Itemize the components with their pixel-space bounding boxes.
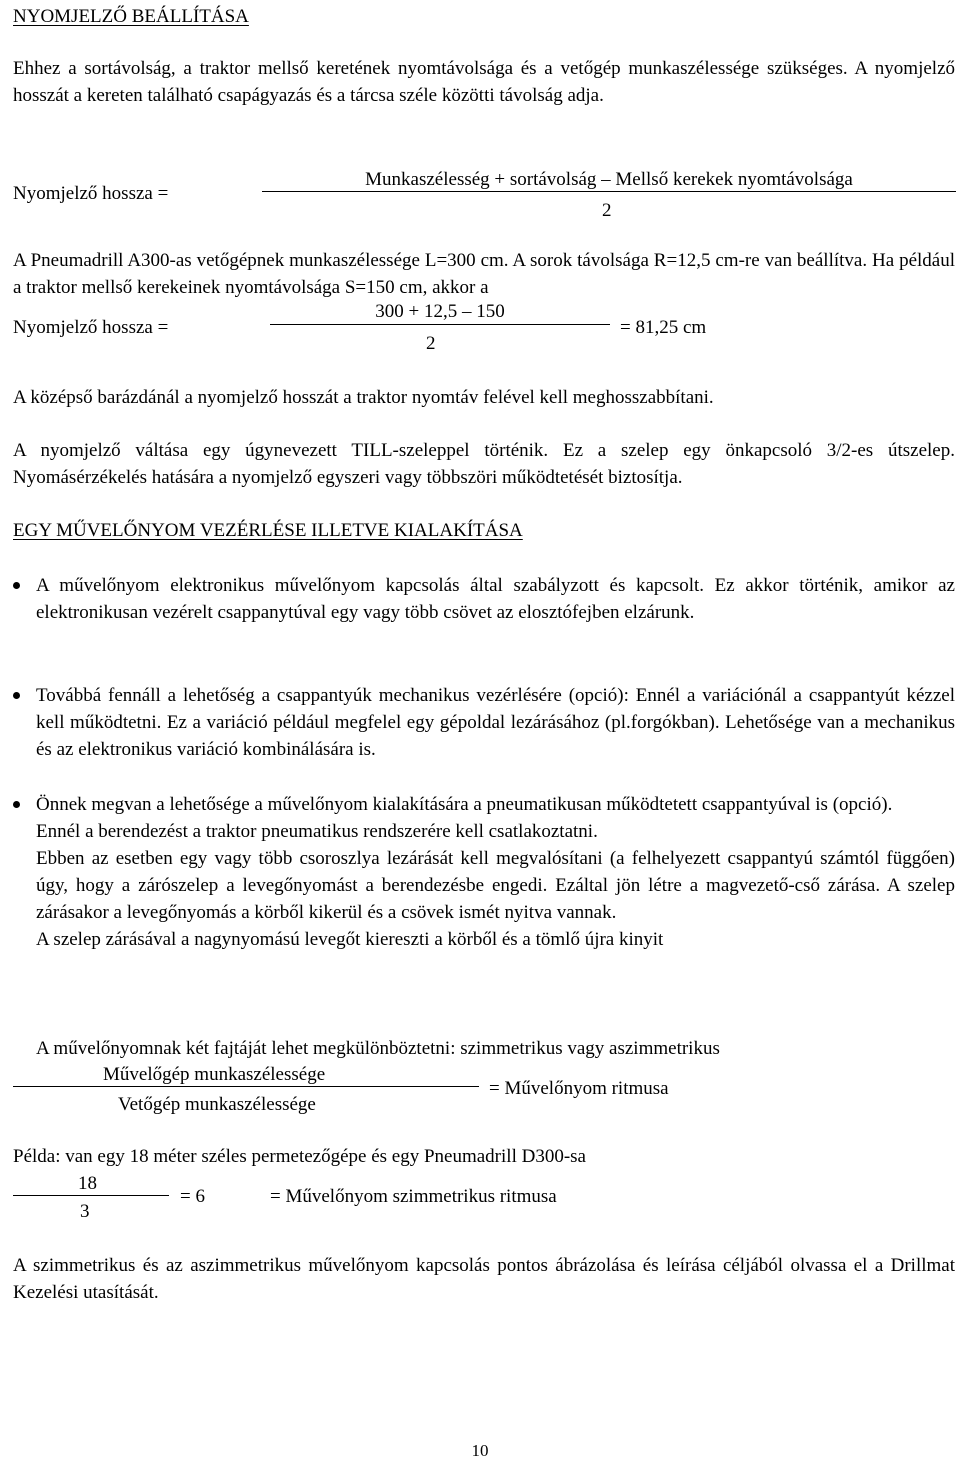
page-number: 10 (471, 1441, 489, 1460)
bullet-text: Önnek megvan a lehetősége a művelőnyom kialakítására a pneumatikusan működtetett csappantyúval is (opció). Ennél a berendezést a traktor pneumatikus rendszerére kell csatlakoztatni. Ebben az esetben egy vagy több csoroszlya lezárását kell megvalósítani (a felhelyezett csappantyú számtól függően) úgy, hogy a zárószelep a levegőnyomást a berendezésbe engedi. Ezáltal jön létre a magvezető-cső zárása. A szelep zárásakor a levegőnyomás a körből kikerül és a csövek ismét nyitva vannak. A szelep zárásával a nagynyomású levegőt kiereszti a körből és a tömlő újra kinyit (36, 794, 955, 950)
formula4-meaning: = Művelőnyom szimmetrikus ritmusa (270, 1186, 557, 1207)
formula4-fraction-line (13, 1195, 169, 1196)
bullet-dot (13, 801, 20, 808)
track-types-line: A művelőnyomnak két fajtáját lehet megkülönböztetni: szimmetrikus vagy aszimmetrikus (36, 1038, 720, 1059)
bullet-dot (13, 692, 20, 699)
bullet-dot (13, 582, 20, 589)
example-paragraph: A Pneumadrill A300-as vetőgépnek munkaszélessége L=300 cm. A sorok távolsága R=12,5 cm-re van beállítva. Ha például a traktor mellső kerekeinek nyomtávolsága S=150 cm, akkor a (13, 250, 955, 298)
formula4-denominator: 3 (80, 1201, 90, 1222)
formula1-denominator: 2 (602, 200, 612, 221)
formula2-denominator: 2 (426, 333, 436, 354)
formula2-result: = 81,25 cm (620, 317, 707, 338)
formula4-numerator: 18 (78, 1173, 97, 1194)
middle-furrow-note: A középső barázdánál a nyomjelző hosszát a traktor nyomtáv felével kell meghosszabbítani. (13, 387, 714, 408)
formula3-fraction-line (13, 1086, 479, 1087)
formula1-lhs: Nyomjelző hossza = (13, 183, 169, 204)
formula1-numerator: Munkaszélesség + sortávolság – Mellső kerekek nyomtávolsága (365, 169, 853, 190)
example2-line: Példa: van egy 18 méter széles permetezőgépe és egy Pneumadrill D300-sa (13, 1146, 586, 1167)
formula3-numerator: Művelőgép munkaszélessége (103, 1064, 326, 1085)
page-title: NYOMJELZŐ BEÁLLÍTÁSA (13, 6, 249, 27)
till-valve-paragraph: A nyomjelző váltása egy úgynevezett TILL-szeleppel történik. Ez a szelep egy önkapcsoló 3/2-es útszelep. Nyomásérzékelés hatására a nyomjelző egyszeri vagy többszöri működtetését biztosítja. (13, 440, 955, 488)
closing-paragraph: A szimmetrikus és az aszimmetrikus művelőnyom kapcsolás pontos ábrázolása és leírása céljából olvassa el a Drillmat Kezelési utasítását. (13, 1255, 955, 1303)
intro-paragraph: Ehhez a sortávolság, a traktor mellső keretének nyomtávolsága és a vetőgép munkaszélessége szükséges. A nyomjelző hosszát a kereten található csapágyazás és a tárcsa széle közötti távolság adja. (13, 58, 955, 106)
formula2-fraction-line (270, 324, 610, 325)
section2-title: EGY MŰVELŐNYOM VEZÉRLÉSE ILLETVE KIALAKÍTÁSA (13, 520, 523, 541)
formula4-result: = 6 (180, 1186, 205, 1207)
bullet-text: A művelőnyom elektronikus művelőnyom kapcsolás által szabályzott és kapcsolt. Ez akkor történik, amikor az elektronikusan vezérelt csappanytúval egy vagy több csövet az elosztófejben elzárunk. (36, 575, 955, 623)
formula2-lhs: Nyomjelző hossza = (13, 317, 169, 338)
bullet-text: Továbbá fennáll a lehetőség a csappantyúk mechanikus vezérlésére (opció): Ennél a variációnál a csappantyút kézzel kell működtetni. Ez a variáció például megfelel egy gépoldal lezárásához (pl.forgókban). Lehetősége van a mechanikus és az elektronikus variáció kombinálására is. (36, 685, 955, 760)
formula2-numerator: 300 + 12,5 – 150 (375, 301, 505, 322)
formula1-fraction-line (262, 191, 956, 192)
formula3-denominator: Vetőgép munkaszélessége (118, 1094, 316, 1115)
formula3-result: = Művelőnyom ritmusa (489, 1078, 669, 1099)
